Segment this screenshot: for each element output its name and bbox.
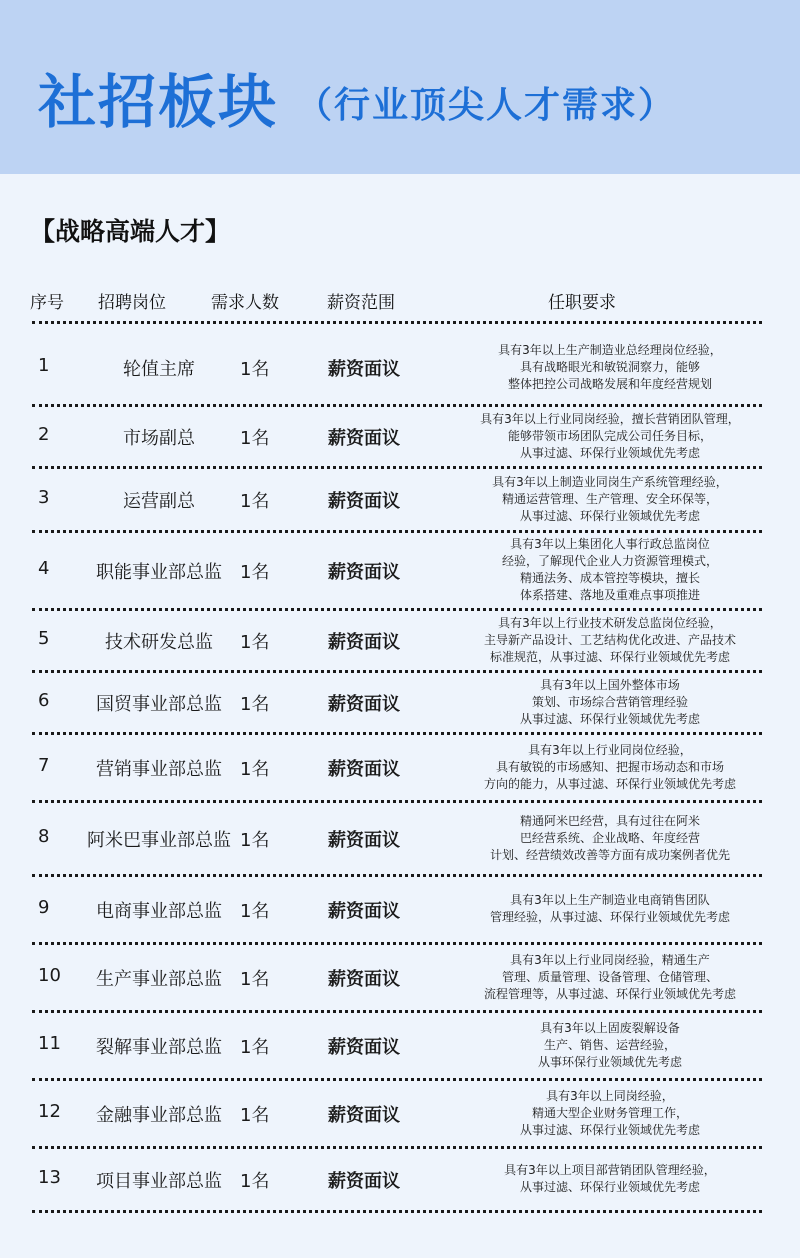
requirement-line: 整体把控公司战略发展和年度经营规划 [507,376,712,391]
job-requirements [430,411,790,462]
requirement-line: 从事过滤、环保行业领域优先考虑 [519,1122,700,1137]
requirement-line: 从事过滤、环保行业领域优先考虑 [519,445,700,460]
headcount: 1名 [240,1171,270,1192]
salary-range: 薪资面议 [328,359,400,380]
job-position: 营销事业部总监 [96,759,222,780]
requirement-line: 标准规范，从事过滤、环保行业领域优先考虑 [489,649,730,664]
salary-range: 薪资面议 [328,632,400,653]
requirement-line: 精通大型企业财务管理工作， [531,1105,688,1120]
requirement-line: 具有3年以上行业同岗经验，擅长营销团队管理， [480,411,740,426]
headcount: 1名 [240,428,270,449]
headcount: 1名 [240,759,270,780]
requirement-line: 精通运营管理、生产管理、安全环保等， [501,491,718,506]
table-row [0,532,800,608]
job-requirements [430,1088,790,1139]
job-requirements [430,677,790,728]
salary-range: 薪资面议 [328,428,400,449]
job-position: 职能事业部总监 [96,562,222,583]
salary-range: 薪资面议 [328,1037,400,1058]
requirement-line: 从事环保行业领域优先考虑 [537,1054,682,1069]
job-position: 运营副总 [123,491,195,512]
header-salary: 薪资范围 [327,293,395,313]
requirement-line: 从事过滤、环保行业领域优先考虑 [519,711,700,726]
row-divider [32,1210,762,1213]
row-number: 7 [38,755,50,776]
requirement-line: 具有3年以上行业同岗经验，精通生产 [510,952,710,967]
requirement-line: 生产、销售、运营经验， [543,1037,676,1052]
salary-range: 薪资面议 [328,759,400,780]
job-requirements [430,615,790,666]
row-number: 9 [38,897,50,918]
row-number: 6 [38,690,50,711]
requirement-line: 策划、市场综合营销管理经验 [531,694,688,709]
requirement-line: 从事过滤、环保行业领域优先考虑 [519,508,700,523]
requirement-line: 具有3年以上固废裂解设备 [540,1020,680,1035]
salary-range: 薪资面议 [328,1105,400,1126]
requirement-line: 精通法务、成本管控等模块，擅长 [519,571,700,585]
job-position: 电商事业部总监 [96,901,222,922]
job-requirements [430,536,790,604]
requirement-line: 具有3年以上项目部营销团队管理经验， [504,1163,716,1177]
requirement-line: 具有3年以上同岗经验， [546,1088,674,1103]
header-banner [0,0,800,174]
salary-range: 薪资面议 [328,1171,400,1192]
headcount: 1名 [240,830,270,851]
table-row [0,876,800,942]
table-row [0,1148,800,1210]
requirement-line: 巴经营系统、企业战略、年度经营 [519,830,700,845]
job-requirements [430,1162,790,1196]
row-number: 8 [38,826,50,847]
salary-range: 薪资面议 [328,694,400,715]
job-requirements [430,952,790,1003]
job-requirements [430,342,790,393]
table-row [0,330,800,404]
row-number: 5 [38,628,50,649]
header-no: 序号 [30,293,64,313]
requirement-line: 具有3年以上国外整体市场 [540,677,680,692]
table-row [0,406,800,466]
header-requirements: 任职要求 [548,293,616,313]
table-row [0,672,800,732]
header-position: 招聘岗位 [98,293,166,313]
job-position: 裂解事业部总监 [96,1037,222,1058]
row-number: 10 [38,965,61,986]
requirement-line: 具有3年以上行业技术研发总监岗位经验， [498,615,722,630]
salary-range: 薪资面议 [328,969,400,990]
table-row [0,802,800,874]
row-number: 12 [38,1101,61,1122]
salary-range: 薪资面议 [328,901,400,922]
job-position: 轮值主席 [123,359,195,380]
requirement-line: 具有战略眼光和敏锐洞察力，能够 [519,359,700,374]
requirement-line: 计划、经营绩效改善等方面有成功案例者优先 [489,847,730,862]
requirement-line: 具有3年以上生产制造业电商销售团队 [510,893,710,907]
job-requirements [430,742,790,793]
requirement-line: 精通阿米巴经营，具有过往在阿米 [519,813,700,828]
row-divider [32,321,762,324]
headcount: 1名 [240,491,270,512]
headcount: 1名 [240,632,270,653]
requirement-line: 具有3年以上制造业同岗生产系统管理经验， [492,474,728,489]
requirement-line: 从事过滤、环保行业领域优先考虑 [519,1180,700,1194]
headcount: 1名 [240,694,270,715]
page-title: 社招板块 [38,68,279,136]
table-row [0,468,800,530]
table-row [0,1012,800,1078]
job-requirements [430,474,790,525]
row-number: 3 [38,487,50,508]
job-position: 生产事业部总监 [96,969,222,990]
headcount: 1名 [240,562,270,583]
row-number: 4 [38,558,50,579]
row-number: 13 [38,1167,61,1188]
requirement-line: 方向的能力，从事过滤、环保行业领域优先考虑 [483,776,736,791]
headcount: 1名 [240,901,270,922]
job-position: 技术研发总监 [105,632,213,653]
job-position: 市场副总 [123,428,195,449]
table-row [0,610,800,670]
job-position: 国贸事业部总监 [96,694,222,715]
job-requirements [430,892,790,926]
table-row [0,944,800,1010]
headcount: 1名 [240,1037,270,1058]
job-requirements [430,1020,790,1071]
job-requirements [430,813,790,864]
header-count: 需求人数 [211,293,279,313]
requirement-line: 具有敏锐的市场感知、把握市场动态和市场 [495,759,724,774]
headcount: 1名 [240,969,270,990]
salary-range: 薪资面议 [328,491,400,512]
table-header [0,282,800,316]
requirement-line: 管理经验，从事过滤、环保行业领域优先考虑 [489,910,730,924]
requirement-line: 体系搭建、落地及重难点事项推进 [519,588,700,602]
requirement-line: 能够带领市场团队完成公司任务目标， [507,428,712,443]
requirement-line: 管理、质量管理、设备管理、仓储管理、 [501,969,718,984]
table-row [0,1080,800,1146]
requirement-line: 主导新产品设计、工艺结构优化改进、产品技术 [483,632,736,647]
table-row [0,734,800,800]
job-position: 金融事业部总监 [96,1105,222,1126]
row-number: 1 [38,355,50,376]
requirement-line: 具有3年以上生产制造业总经理岗位经验， [498,342,722,357]
requirement-line: 经验，了解现代企业人力资源管理模式， [501,554,718,568]
section-title: 【战略高端人才】 [30,217,231,246]
headcount: 1名 [240,359,270,380]
row-number: 11 [38,1033,61,1054]
requirement-line: 具有3年以上行业同岗位经验， [528,742,692,757]
page-subtitle: （行业顶尖人才需求） [296,85,677,126]
job-position: 阿米巴事业部总监 [87,830,231,851]
row-number: 2 [38,424,50,445]
salary-range: 薪资面议 [328,562,400,583]
requirement-line: 具有3年以上集团化人事行政总监岗位 [510,537,710,551]
requirement-line: 流程管理等，从事过滤、环保行业领域优先考虑 [483,986,736,1001]
headcount: 1名 [240,1105,270,1126]
salary-range: 薪资面议 [328,830,400,851]
job-position: 项目事业部总监 [96,1171,222,1192]
